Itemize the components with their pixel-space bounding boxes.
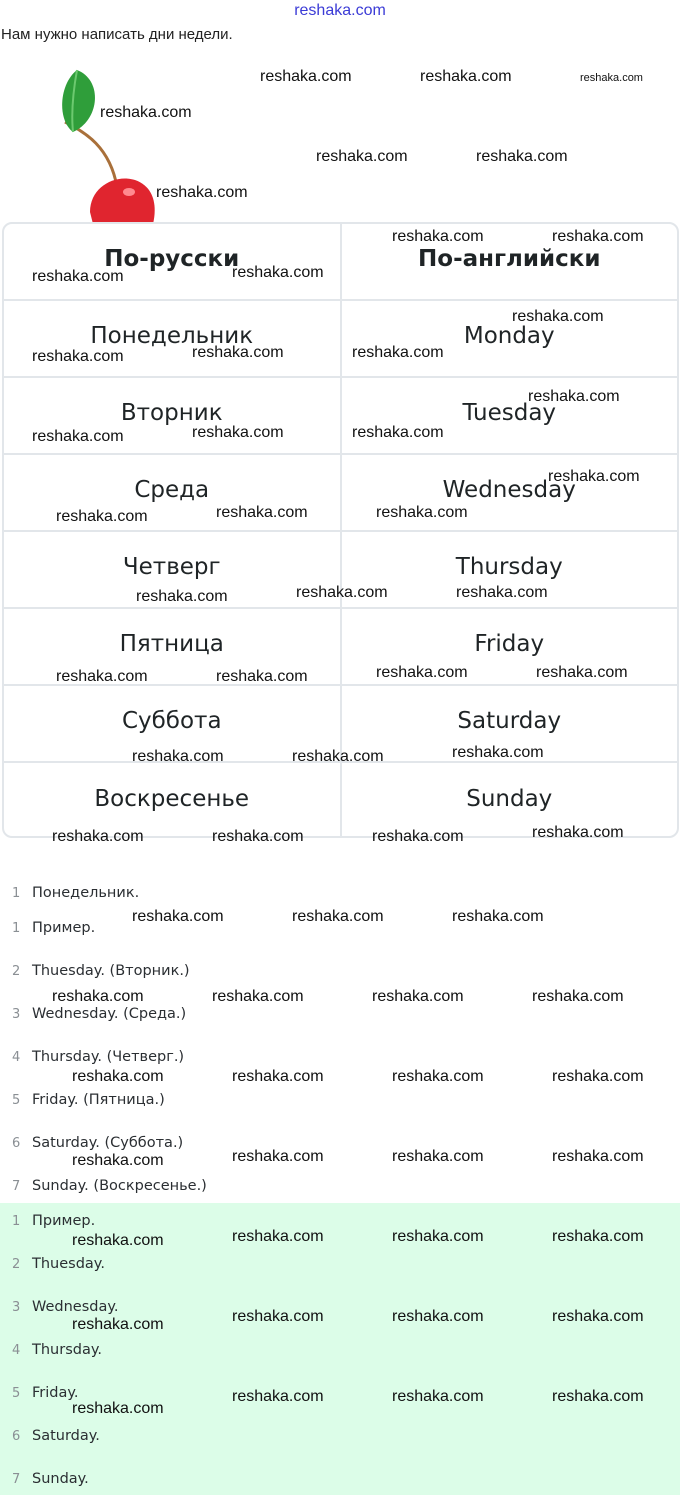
watermark: reshaka.com (232, 1228, 324, 1245)
table-cell-russian: Четверг (122, 553, 221, 580)
list-item (0, 1469, 89, 1489)
list-number: 1 (12, 885, 21, 901)
list-number: 3 (12, 1299, 21, 1315)
list-text: Wednesday. (32, 1299, 119, 1315)
watermark: reshaka.com (552, 1068, 644, 1085)
watermark: reshaka.com (32, 428, 124, 445)
list-number: 5 (12, 1385, 21, 1401)
list-item (0, 1340, 102, 1360)
table-cell-english: Saturday (340, 686, 678, 761)
list-item (0, 918, 95, 938)
list-number: 4 (12, 1049, 21, 1065)
watermark: reshaka.com (32, 268, 124, 285)
watermark: reshaka.com (476, 148, 568, 165)
watermark: reshaka.com (552, 1388, 644, 1405)
watermark: reshaka.com (392, 1148, 484, 1165)
list-item (0, 1090, 165, 1110)
list-text: Friday. (Пятница.) (32, 1092, 165, 1108)
list-number: 6 (12, 1428, 21, 1444)
watermark: reshaka.com (376, 504, 468, 521)
list-number: 4 (12, 1342, 21, 1358)
watermark: reshaka.com (132, 908, 224, 925)
watermark: reshaka.com (72, 1068, 164, 1085)
watermark: reshaka.com (212, 828, 304, 845)
list-item (0, 1297, 119, 1317)
table-cell-english: Friday (340, 609, 678, 684)
watermark: reshaka.com (376, 664, 468, 681)
intro-text: Нам нужно написать дни недели. (1, 26, 233, 43)
list-number: 5 (12, 1092, 21, 1108)
table-cell-english: Thursday (340, 532, 678, 607)
watermark: reshaka.com (100, 104, 192, 121)
watermark: reshaka.com (292, 748, 384, 765)
cherry-icon (55, 62, 165, 224)
watermark: reshaka.com (316, 148, 408, 165)
list-number: 7 (12, 1178, 21, 1194)
watermark: reshaka.com (56, 508, 148, 525)
list-text: Wednesday. (Среда.) (32, 1006, 187, 1022)
watermark: reshaka.com (420, 68, 512, 85)
watermark: reshaka.com (352, 424, 444, 441)
table-header-cell: По-английски (340, 224, 678, 299)
list-item (0, 1211, 95, 1231)
list-text: Friday. (32, 1385, 79, 1401)
watermark: reshaka.com (232, 264, 324, 281)
watermark: reshaka.com (72, 1152, 164, 1169)
list-text: Thursday. (32, 1342, 102, 1358)
watermark: reshaka.com (536, 664, 628, 681)
watermark: reshaka.com (512, 308, 604, 325)
table-cell-russian: Вторник (120, 399, 223, 426)
table-cell-russian: Суббота (121, 707, 222, 734)
watermark: reshaka.com (72, 1232, 164, 1249)
list-text: Saturday. (32, 1428, 100, 1444)
watermark: reshaka.com (296, 584, 388, 601)
table-cell-russian: Пятница (119, 630, 224, 657)
list-item (0, 1254, 105, 1274)
list-text: Thuesday. (32, 1256, 105, 1272)
list-text: Пример. (32, 920, 96, 936)
watermark: reshaka.com (52, 988, 144, 1005)
list-item (0, 961, 190, 981)
table-cell-english: Monday (340, 301, 678, 376)
list-text: Понедельник. (32, 885, 140, 901)
watermark: reshaka.com (192, 344, 284, 361)
watermark: reshaka.com (292, 908, 384, 925)
list-two (0, 1211, 680, 1495)
watermark: reshaka.com (552, 1148, 644, 1165)
table-cell-english: Sunday (340, 763, 678, 838)
watermark: reshaka.com (216, 668, 308, 685)
list-number: 1 (12, 1213, 21, 1229)
watermark: reshaka.com (136, 588, 228, 605)
watermark: reshaka.com (352, 344, 444, 361)
list-number: 7 (12, 1471, 21, 1487)
watermark: reshaka.com (260, 68, 352, 85)
watermark: reshaka.com (552, 1228, 644, 1245)
watermark: reshaka.com (456, 584, 548, 601)
list-text: Thuesday. (Вторник.) (32, 963, 190, 979)
watermark: reshaka.com (72, 1400, 164, 1417)
watermark: reshaka.com (372, 828, 464, 845)
list-item (0, 1383, 79, 1403)
watermark: reshaka.com (452, 744, 544, 761)
table-cell-russian: Среда (134, 476, 210, 503)
table-cell-russian: Понедельник (90, 322, 254, 349)
watermark: reshaka.com (580, 72, 643, 84)
watermark: reshaka.com (56, 668, 148, 685)
watermark: reshaka.com (156, 184, 248, 201)
list-number: 6 (12, 1135, 21, 1151)
watermark: reshaka.com (552, 1308, 644, 1325)
table-cell-english: Tuesday (340, 378, 678, 453)
list-item (0, 883, 139, 903)
watermark: reshaka.com (232, 1308, 324, 1325)
watermark: reshaka.com (192, 424, 284, 441)
watermark: reshaka.com (528, 388, 620, 405)
watermark: reshaka.com (232, 1388, 324, 1405)
list-number: 2 (12, 1256, 21, 1272)
watermark: reshaka.com (32, 348, 124, 365)
list-item (0, 1426, 100, 1446)
watermark: reshaka.com (532, 824, 624, 841)
list-item (0, 1004, 186, 1024)
watermark: reshaka.com (212, 988, 304, 1005)
list-text: Sunday. (32, 1471, 89, 1487)
list-text: Пример. (32, 1213, 96, 1229)
list-item (0, 1133, 183, 1153)
watermark: reshaka.com (552, 228, 644, 245)
watermark: reshaka.com (392, 1068, 484, 1085)
watermark: reshaka.com (392, 1308, 484, 1325)
site-link[interactable]: reshaka.com (294, 2, 386, 19)
table-cell-russian: Воскресенье (94, 785, 250, 812)
watermark: reshaka.com (392, 1388, 484, 1405)
watermark: reshaka.com (392, 228, 484, 245)
watermark: reshaka.com (372, 988, 464, 1005)
watermark: reshaka.com (52, 828, 144, 845)
list-text: Sunday. (Воскресенье.) (32, 1178, 207, 1194)
watermark: reshaka.com (232, 1148, 324, 1165)
table-header-cell: По-русски (104, 245, 240, 272)
list-number: 1 (12, 920, 21, 936)
list-text: Thursday. (Четверг.) (32, 1049, 185, 1065)
watermark: reshaka.com (452, 908, 544, 925)
watermark: reshaka.com (548, 468, 640, 485)
watermark: reshaka.com (392, 1228, 484, 1245)
list-item (0, 1176, 207, 1196)
list-number: 3 (12, 1006, 21, 1022)
table-cell-english: Wednesday (340, 455, 678, 530)
watermark: reshaka.com (132, 748, 224, 765)
list-number: 2 (12, 963, 21, 979)
list-item (0, 1047, 184, 1067)
watermark: reshaka.com (216, 504, 308, 521)
list-text: Saturday. (Суббота.) (32, 1135, 184, 1151)
watermark: reshaka.com (232, 1068, 324, 1085)
watermark: reshaka.com (532, 988, 624, 1005)
watermark: reshaka.com (72, 1316, 164, 1333)
